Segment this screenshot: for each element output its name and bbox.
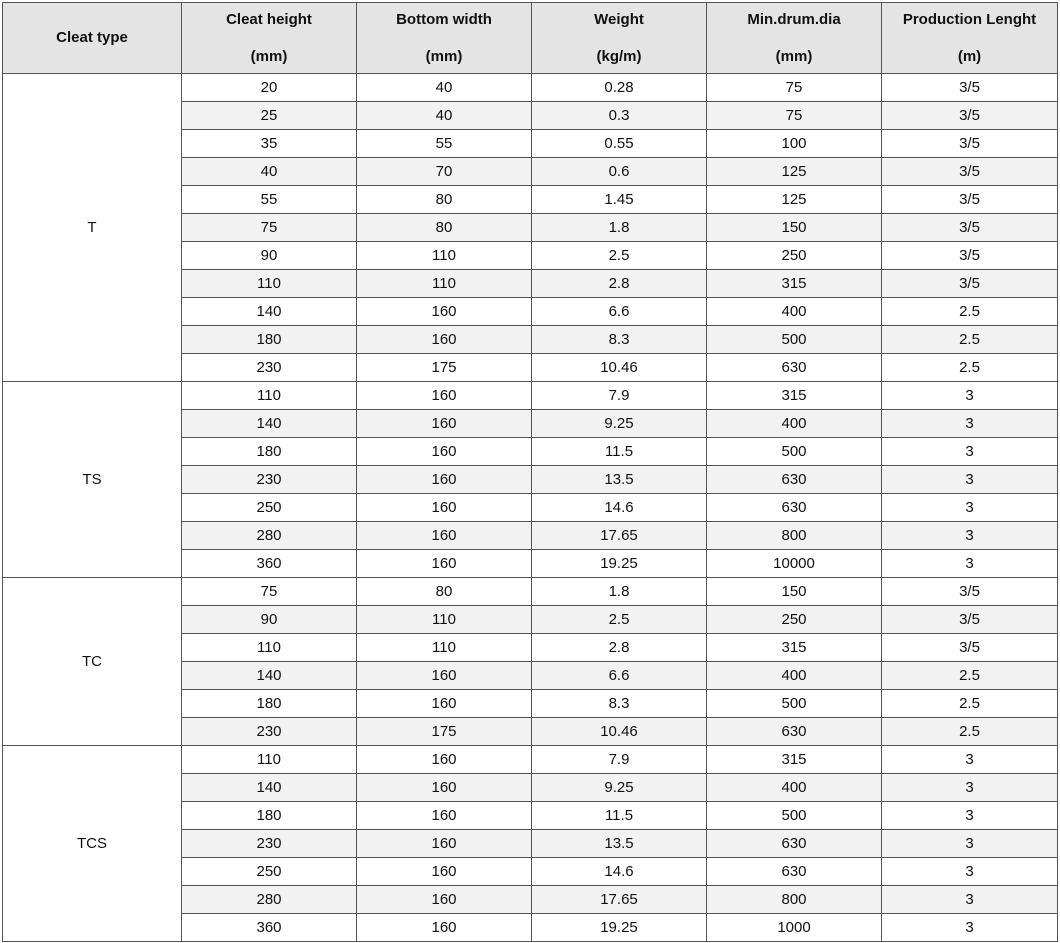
weight-cell: 9.25 <box>532 410 707 438</box>
cleat-height-cell: 180 <box>182 802 357 830</box>
min-drum-dia-cell: 250 <box>707 242 882 270</box>
cleat-height-cell: 230 <box>182 718 357 746</box>
header-row <box>3 3 1058 74</box>
bottom-width-cell: 160 <box>357 494 532 522</box>
min-drum-dia-cell: 75 <box>707 102 882 130</box>
header-label: Min.drum.dia <box>747 10 841 28</box>
bottom-width-cell: 160 <box>357 382 532 410</box>
table-header <box>3 3 1058 74</box>
cleat-height-cell: 140 <box>182 298 357 326</box>
min-drum-dia-cell: 315 <box>707 746 882 774</box>
production-length-cell: 3 <box>882 858 1058 886</box>
header-cleat-height <box>182 3 357 74</box>
cleat-height-cell: 250 <box>182 494 357 522</box>
min-drum-dia-cell: 630 <box>707 354 882 382</box>
min-drum-dia-cell: 1000 <box>707 914 882 942</box>
weight-cell: 0.6 <box>532 158 707 186</box>
bottom-width-cell: 80 <box>357 214 532 242</box>
header-label: Cleat height <box>226 10 312 28</box>
production-length-cell: 2.5 <box>882 326 1058 354</box>
bottom-width-cell: 160 <box>357 438 532 466</box>
cleat-height-cell: 25 <box>182 102 357 130</box>
bottom-width-cell: 110 <box>357 634 532 662</box>
cleat-height-cell: 140 <box>182 410 357 438</box>
min-drum-dia-cell: 250 <box>707 606 882 634</box>
bottom-width-cell: 160 <box>357 466 532 494</box>
bottom-width-cell: 110 <box>357 242 532 270</box>
bottom-width-cell: 160 <box>357 662 532 690</box>
header-unit: (mm) <box>250 47 288 65</box>
bottom-width-cell: 160 <box>357 550 532 578</box>
weight-cell: 19.25 <box>532 550 707 578</box>
production-length-cell: 3/5 <box>882 242 1058 270</box>
header-unit: (mm) <box>775 47 813 65</box>
bottom-width-cell: 70 <box>357 158 532 186</box>
cleat-type-cell: T <box>3 74 182 382</box>
cleat-spec-table <box>2 2 1058 942</box>
header-unit: (m) <box>957 47 982 65</box>
min-drum-dia-cell: 500 <box>707 438 882 466</box>
bottom-width-cell: 160 <box>357 522 532 550</box>
bottom-width-cell: 110 <box>357 606 532 634</box>
min-drum-dia-cell: 100 <box>707 130 882 158</box>
cleat-height-cell: 180 <box>182 438 357 466</box>
cleat-height-cell: 230 <box>182 354 357 382</box>
production-length-cell: 2.5 <box>882 354 1058 382</box>
min-drum-dia-cell: 400 <box>707 774 882 802</box>
bottom-width-cell: 160 <box>357 298 532 326</box>
bottom-width-cell: 80 <box>357 186 532 214</box>
bottom-width-cell: 55 <box>357 130 532 158</box>
weight-cell: 0.55 <box>532 130 707 158</box>
weight-cell: 1.8 <box>532 214 707 242</box>
production-length-cell: 3/5 <box>882 130 1058 158</box>
cleat-height-cell: 110 <box>182 634 357 662</box>
min-drum-dia-cell: 630 <box>707 718 882 746</box>
bottom-width-cell: 160 <box>357 774 532 802</box>
min-drum-dia-cell: 630 <box>707 494 882 522</box>
weight-cell: 8.3 <box>532 326 707 354</box>
cleat-height-cell: 40 <box>182 158 357 186</box>
header-weight <box>532 3 707 74</box>
production-length-cell: 2.5 <box>882 690 1058 718</box>
bottom-width-cell: 160 <box>357 830 532 858</box>
cleat-height-cell: 250 <box>182 858 357 886</box>
weight-cell: 19.25 <box>532 914 707 942</box>
weight-cell: 10.46 <box>532 718 707 746</box>
bottom-width-cell: 80 <box>357 578 532 606</box>
cleat-height-cell: 20 <box>182 74 357 102</box>
min-drum-dia-cell: 150 <box>707 578 882 606</box>
min-drum-dia-cell: 315 <box>707 634 882 662</box>
min-drum-dia-cell: 500 <box>707 690 882 718</box>
production-length-cell: 3/5 <box>882 270 1058 298</box>
production-length-cell: 3/5 <box>882 186 1058 214</box>
production-length-cell: 3 <box>882 802 1058 830</box>
min-drum-dia-cell: 800 <box>707 522 882 550</box>
header-label: Bottom width <box>396 10 492 28</box>
weight-cell: 8.3 <box>532 690 707 718</box>
bottom-width-cell: 40 <box>357 102 532 130</box>
production-length-cell: 3 <box>882 438 1058 466</box>
cleat-height-cell: 280 <box>182 886 357 914</box>
production-length-cell: 3 <box>882 382 1058 410</box>
cleat-height-cell: 180 <box>182 326 357 354</box>
bottom-width-cell: 160 <box>357 746 532 774</box>
table-row <box>3 578 1058 606</box>
production-length-cell: 3/5 <box>882 74 1058 102</box>
production-length-cell: 3 <box>882 774 1058 802</box>
header-production-length <box>882 3 1058 74</box>
weight-cell: 17.65 <box>532 522 707 550</box>
min-drum-dia-cell: 400 <box>707 662 882 690</box>
cleat-height-cell: 110 <box>182 746 357 774</box>
weight-cell: 6.6 <box>532 662 707 690</box>
min-drum-dia-cell: 630 <box>707 466 882 494</box>
weight-cell: 11.5 <box>532 802 707 830</box>
production-length-cell: 3 <box>882 466 1058 494</box>
cleat-type-cell: TC <box>3 578 182 746</box>
weight-cell: 7.9 <box>532 382 707 410</box>
cleat-height-cell: 55 <box>182 186 357 214</box>
production-length-cell: 2.5 <box>882 662 1058 690</box>
cleat-height-cell: 280 <box>182 522 357 550</box>
bottom-width-cell: 175 <box>357 354 532 382</box>
header-label: Cleat type <box>56 29 128 46</box>
cleat-height-cell: 230 <box>182 466 357 494</box>
table-row <box>3 74 1058 102</box>
min-drum-dia-cell: 400 <box>707 298 882 326</box>
cleat-height-cell: 35 <box>182 130 357 158</box>
weight-cell: 17.65 <box>532 886 707 914</box>
cleat-height-cell: 360 <box>182 914 357 942</box>
table-row <box>3 746 1058 774</box>
min-drum-dia-cell: 500 <box>707 802 882 830</box>
bottom-width-cell: 160 <box>357 802 532 830</box>
cleat-type-cell: TS <box>3 382 182 578</box>
min-drum-dia-cell: 800 <box>707 886 882 914</box>
header-bottom-width <box>357 3 532 74</box>
min-drum-dia-cell: 400 <box>707 410 882 438</box>
cleat-height-cell: 140 <box>182 662 357 690</box>
cleat-height-cell: 360 <box>182 550 357 578</box>
min-drum-dia-cell: 75 <box>707 74 882 102</box>
production-length-cell: 3/5 <box>882 606 1058 634</box>
weight-cell: 6.6 <box>532 298 707 326</box>
production-length-cell: 3 <box>882 494 1058 522</box>
cleat-type-cell: TCS <box>3 746 182 942</box>
production-length-cell: 3/5 <box>882 214 1058 242</box>
weight-cell: 2.8 <box>532 270 707 298</box>
production-length-cell: 3/5 <box>882 158 1058 186</box>
weight-cell: 9.25 <box>532 774 707 802</box>
min-drum-dia-cell: 630 <box>707 858 882 886</box>
bottom-width-cell: 160 <box>357 858 532 886</box>
weight-cell: 0.28 <box>532 74 707 102</box>
cleat-height-cell: 180 <box>182 690 357 718</box>
weight-cell: 0.3 <box>532 102 707 130</box>
min-drum-dia-cell: 125 <box>707 186 882 214</box>
weight-cell: 7.9 <box>532 746 707 774</box>
weight-cell: 14.6 <box>532 494 707 522</box>
weight-cell: 13.5 <box>532 830 707 858</box>
production-length-cell: 3 <box>882 746 1058 774</box>
cleat-height-cell: 140 <box>182 774 357 802</box>
weight-cell: 2.5 <box>532 606 707 634</box>
bottom-width-cell: 40 <box>357 74 532 102</box>
production-length-cell: 3 <box>882 550 1058 578</box>
bottom-width-cell: 110 <box>357 270 532 298</box>
weight-cell: 14.6 <box>532 858 707 886</box>
production-length-cell: 3 <box>882 886 1058 914</box>
weight-cell: 2.8 <box>532 634 707 662</box>
weight-cell: 2.5 <box>532 242 707 270</box>
weight-cell: 10.46 <box>532 354 707 382</box>
weight-cell: 11.5 <box>532 438 707 466</box>
production-length-cell: 2.5 <box>882 718 1058 746</box>
production-length-cell: 3/5 <box>882 578 1058 606</box>
table-row <box>3 382 1058 410</box>
cleat-height-cell: 75 <box>182 578 357 606</box>
production-length-cell: 3 <box>882 522 1058 550</box>
header-cleat-type <box>3 3 182 74</box>
bottom-width-cell: 160 <box>357 886 532 914</box>
weight-cell: 1.8 <box>532 578 707 606</box>
bottom-width-cell: 160 <box>357 690 532 718</box>
cleat-height-cell: 75 <box>182 214 357 242</box>
header-label: Weight <box>594 10 644 28</box>
min-drum-dia-cell: 500 <box>707 326 882 354</box>
min-drum-dia-cell: 315 <box>707 382 882 410</box>
header-label: Production Lenght <box>902 10 1037 28</box>
production-length-cell: 3 <box>882 914 1058 942</box>
cleat-height-cell: 90 <box>182 242 357 270</box>
bottom-width-cell: 175 <box>357 718 532 746</box>
header-min-drum-dia <box>707 3 882 74</box>
table-body <box>3 74 1058 942</box>
cleat-height-cell: 110 <box>182 382 357 410</box>
production-length-cell: 3/5 <box>882 634 1058 662</box>
cleat-height-cell: 110 <box>182 270 357 298</box>
cleat-height-cell: 90 <box>182 606 357 634</box>
production-length-cell: 2.5 <box>882 298 1058 326</box>
cleat-height-cell: 230 <box>182 830 357 858</box>
header-unit: (mm) <box>425 47 463 65</box>
header-unit: (kg/m) <box>596 47 642 65</box>
weight-cell: 13.5 <box>532 466 707 494</box>
production-length-cell: 3 <box>882 830 1058 858</box>
production-length-cell: 3/5 <box>882 102 1058 130</box>
production-length-cell: 3 <box>882 410 1058 438</box>
min-drum-dia-cell: 10000 <box>707 550 882 578</box>
min-drum-dia-cell: 630 <box>707 830 882 858</box>
weight-cell: 1.45 <box>532 186 707 214</box>
min-drum-dia-cell: 125 <box>707 158 882 186</box>
min-drum-dia-cell: 150 <box>707 214 882 242</box>
bottom-width-cell: 160 <box>357 326 532 354</box>
bottom-width-cell: 160 <box>357 914 532 942</box>
min-drum-dia-cell: 315 <box>707 270 882 298</box>
bottom-width-cell: 160 <box>357 410 532 438</box>
